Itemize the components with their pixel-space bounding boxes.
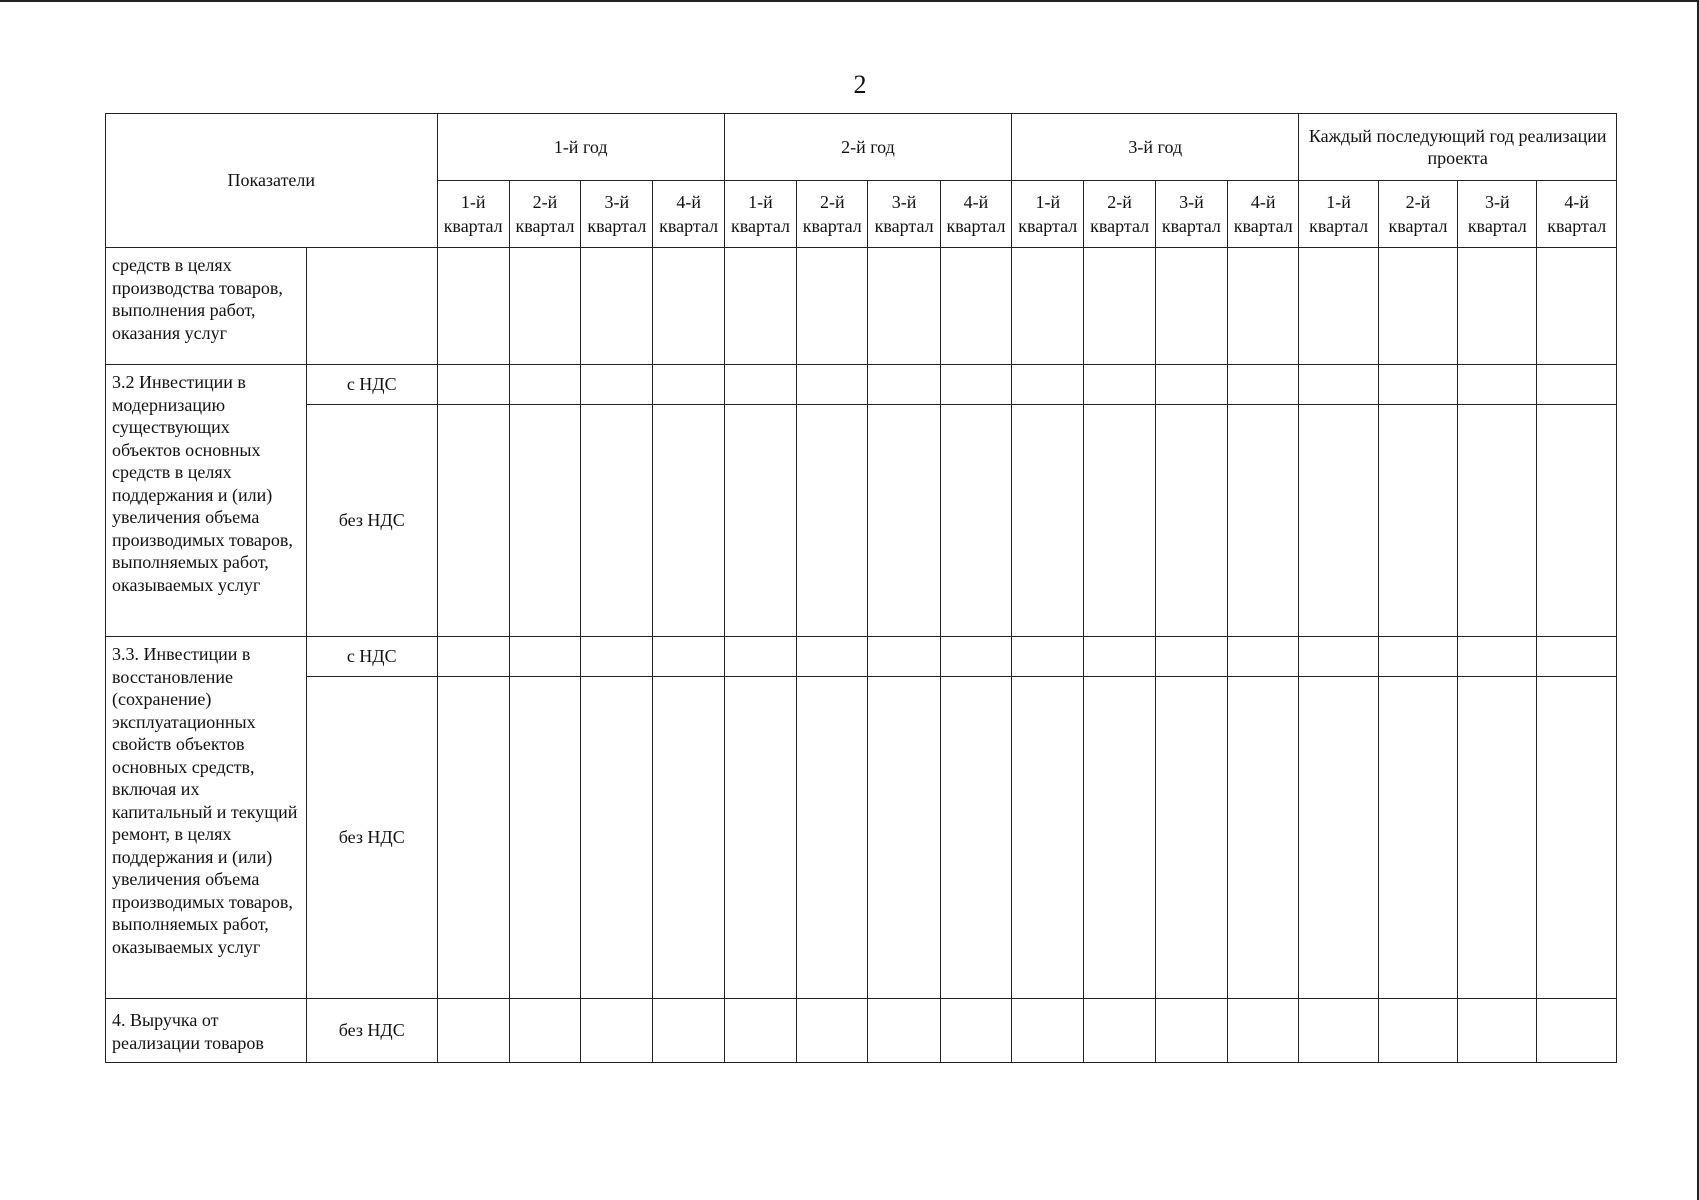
value-cell (437, 365, 509, 405)
quarter-header (1299, 181, 1378, 248)
value-cell (509, 365, 580, 405)
quarter-header (797, 181, 868, 248)
indicators-header: Показатели (106, 114, 438, 248)
quarter-word: квартал (1388, 216, 1448, 236)
value-cell (1537, 637, 1617, 677)
value-cell (653, 637, 724, 677)
table-row (106, 405, 1617, 637)
quarter-word: квартал (1547, 216, 1607, 236)
value-cell (509, 637, 580, 677)
sub-cell (306, 248, 437, 365)
value-cell (868, 365, 940, 405)
table-row (106, 637, 1617, 677)
value-cell (1458, 405, 1537, 637)
quarter-number: 3-й (891, 192, 917, 212)
quarter-word: квартал (874, 216, 934, 236)
value-cell (581, 405, 653, 637)
value-cell (437, 248, 509, 365)
quarter-number: 1-й (1035, 192, 1061, 212)
vat-label: без НДС (306, 405, 437, 637)
value-cell (1084, 999, 1155, 1063)
value-cell (1228, 365, 1299, 405)
value-cell (1228, 405, 1299, 637)
value-cell (797, 999, 868, 1063)
row-label: средств в целях производства товаров, выполнения работ, оказания услуг (106, 248, 307, 365)
value-cell (724, 637, 796, 677)
value-cell (581, 248, 653, 365)
value-cell (1084, 637, 1155, 677)
quarter-word: квартал (946, 216, 1006, 236)
quarter-header (1012, 181, 1084, 248)
value-cell (581, 637, 653, 677)
investment-table (105, 113, 1617, 1063)
vat-label: с НДС (306, 365, 437, 405)
quarter-number: 3-й (1179, 192, 1204, 212)
value-cell (1084, 677, 1155, 999)
value-cell (940, 999, 1011, 1063)
value-cell (437, 637, 509, 677)
value-cell (1228, 637, 1299, 677)
quarter-number: 3-й (1484, 192, 1510, 212)
quarter-number: 1-й (748, 192, 773, 212)
value-cell (797, 365, 868, 405)
value-cell (1228, 999, 1299, 1063)
quarter-number: 2-й (819, 192, 845, 212)
value-cell (724, 405, 796, 637)
value-cell (1537, 405, 1617, 637)
value-cell (1228, 677, 1299, 999)
quarter-number: 3-й (604, 192, 630, 212)
quarter-number: 2-й (1107, 192, 1132, 212)
value-cell (797, 405, 868, 637)
value-cell (581, 365, 653, 405)
quarter-header (868, 181, 940, 248)
quarter-header (1084, 181, 1155, 248)
row-label: 3.3. Инвестиции в восстановление (сохранение) эксплуатационных свойств объектов основных средств, включая их капитальный и текущий ремонт, в целях поддержания и (или) увеличения объема производимых товаров, выполняемых работ, оказываемых услуг (106, 637, 307, 999)
table-row (106, 248, 1617, 365)
value-cell (724, 999, 796, 1063)
vat-label: с НДС (306, 637, 437, 677)
value-cell (868, 999, 940, 1063)
value-cell (1084, 365, 1155, 405)
value-cell (653, 365, 724, 405)
value-cell (437, 677, 509, 999)
table-row (106, 999, 1617, 1063)
year-next-header: Каждый последующий год реализации проекта (1299, 114, 1617, 181)
quarter-header (1537, 181, 1617, 248)
page-number: 2 (853, 70, 867, 99)
quarter-number: 4-й (1564, 192, 1590, 212)
value-cell (1299, 637, 1378, 677)
value-cell (1299, 405, 1378, 637)
quarter-word: квартал (1090, 216, 1150, 236)
value-cell (509, 999, 580, 1063)
value-cell (1155, 405, 1227, 637)
quarter-header (940, 181, 1011, 248)
quarter-word: квартал (1018, 216, 1078, 236)
value-cell (1458, 365, 1537, 405)
quarter-header (653, 181, 724, 248)
quarter-header (1155, 181, 1227, 248)
value-cell (653, 248, 724, 365)
value-cell (940, 637, 1011, 677)
value-cell (1012, 365, 1084, 405)
year-2-header: 2-й год (724, 114, 1011, 181)
value-cell (940, 248, 1011, 365)
value-cell (1155, 365, 1227, 405)
value-cell (581, 999, 653, 1063)
value-cell (1378, 248, 1457, 365)
quarter-word: квартал (587, 216, 647, 236)
value-cell (1378, 677, 1457, 999)
value-cell (1378, 999, 1457, 1063)
row-label: 3.2 Инвестиции в модернизацию существующих объектов основных средств в целях поддержания и (или) увеличения объема производимых товаров, выполняемых работ, оказываемых услуг (106, 365, 307, 637)
value-cell (1012, 248, 1084, 365)
value-cell (940, 677, 1011, 999)
value-cell (1458, 999, 1537, 1063)
value-cell (868, 637, 940, 677)
value-cell (581, 677, 653, 999)
value-cell (868, 248, 940, 365)
value-cell (1012, 405, 1084, 637)
value-cell (653, 677, 724, 999)
value-cell (1012, 677, 1084, 999)
quarter-word: квартал (730, 216, 790, 236)
quarter-number: 2-й (1405, 192, 1431, 212)
value-cell (1012, 999, 1084, 1063)
value-cell (1537, 365, 1617, 405)
quarter-header (1378, 181, 1457, 248)
quarter-word: квартал (443, 216, 503, 236)
quarter-number: 4-й (676, 192, 701, 212)
quarter-word: квартал (1467, 216, 1527, 236)
value-cell (1084, 405, 1155, 637)
row-label: 4. Выручка от реализации товаров (106, 999, 307, 1063)
value-cell (1537, 999, 1617, 1063)
value-cell (1299, 365, 1378, 405)
quarter-word: квартал (1233, 216, 1293, 236)
value-cell (1458, 248, 1537, 365)
value-cell (1458, 677, 1537, 999)
value-cell (724, 677, 796, 999)
value-cell (1155, 637, 1227, 677)
value-cell (1155, 248, 1227, 365)
quarter-number: 1-й (1326, 192, 1351, 212)
value-cell (868, 677, 940, 999)
value-cell (1378, 405, 1457, 637)
value-cell (868, 405, 940, 637)
value-cell (1299, 248, 1378, 365)
value-cell (724, 365, 796, 405)
quarter-header (1458, 181, 1537, 248)
value-cell (1155, 677, 1227, 999)
quarter-word: квартал (802, 216, 862, 236)
quarter-header (437, 181, 509, 248)
quarter-header (509, 181, 580, 248)
value-cell (653, 405, 724, 637)
value-cell (1458, 637, 1537, 677)
year-3-header: 3-й год (1012, 114, 1299, 181)
value-cell (1012, 637, 1084, 677)
value-cell (1228, 248, 1299, 365)
quarter-number: 1-й (460, 192, 486, 212)
value-cell (724, 248, 796, 365)
value-cell (1299, 677, 1378, 999)
value-cell (509, 405, 580, 637)
table-row (106, 365, 1617, 405)
table-row (106, 677, 1617, 999)
value-cell (653, 999, 724, 1063)
vat-label: без НДС (306, 999, 437, 1063)
value-cell (437, 405, 509, 637)
value-cell (1378, 365, 1457, 405)
value-cell (1537, 677, 1617, 999)
value-cell (797, 677, 868, 999)
value-cell (1084, 248, 1155, 365)
value-cell (1155, 999, 1227, 1063)
quarter-word: квартал (515, 216, 575, 236)
vat-label: без НДС (306, 677, 437, 999)
value-cell (940, 365, 1011, 405)
quarter-word: квартал (1309, 216, 1369, 236)
quarter-header (724, 181, 796, 248)
value-cell (1299, 999, 1378, 1063)
value-cell (509, 677, 580, 999)
value-cell (437, 999, 509, 1063)
quarter-header (581, 181, 653, 248)
quarter-header (1228, 181, 1299, 248)
quarter-number: 2-й (532, 192, 558, 212)
quarter-number: 4-й (1250, 192, 1276, 212)
year-1-header: 1-й год (437, 114, 724, 181)
quarter-word: квартал (659, 216, 719, 236)
value-cell (1537, 248, 1617, 365)
value-cell (797, 248, 868, 365)
quarter-number: 4-й (963, 192, 989, 212)
quarter-word: квартал (1161, 216, 1221, 236)
value-cell (1378, 637, 1457, 677)
value-cell (509, 248, 580, 365)
value-cell (797, 637, 868, 677)
value-cell (940, 405, 1011, 637)
